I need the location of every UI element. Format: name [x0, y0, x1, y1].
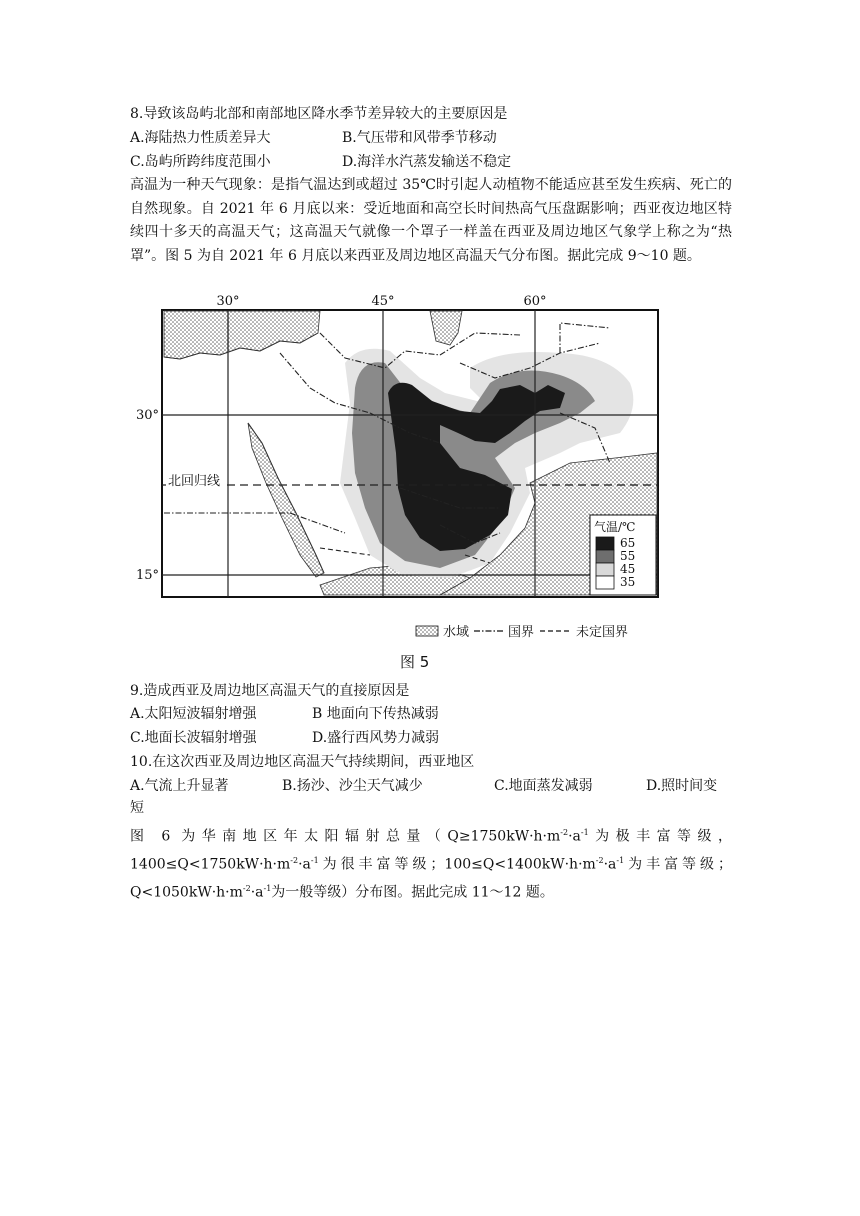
temperature-legend [590, 515, 656, 595]
bottom-legend [416, 624, 628, 640]
legend-undefined-border-label: 未定国界 [576, 625, 629, 640]
intro-paragraph-9-10: 高温为一种天气现象：是指气温达到或超过 35℃时引起人动植物不能适应甚至发生疾病、死亡的自然现象。自 2021 年 6 月底以来：受近地面和高空长时间热高气压盘踞影响；西亚夜边地区特续四十多天的高温天气；这高温天气就像一个罩子一样盖在西亚及周边地区气象学上称之为“热罩”。图 5 为自 2021 年 6 月底以来西亚及周边地区高温天气分布图。据此完成 9～10 题。 [130, 177, 732, 264]
q9-stem: 9.造成西亚及周边地区高温天气的直接原因是 [130, 683, 410, 699]
q10-stem: 10.在这次西亚及周边地区高温天气持续期间，西亚地区 [130, 754, 475, 770]
figure-caption: 图 5 [400, 653, 430, 671]
lat-label-30: 30° [135, 408, 159, 423]
q9-option-d: D.盛行西风势力减弱 [312, 730, 440, 746]
lon-label-60: 60° [523, 294, 547, 309]
legend-swatch-55 [596, 550, 614, 563]
q8-option-d: D.海洋水汽蒸发输送不稳定 [342, 154, 512, 170]
q10-option-d-wrap: 短 [130, 800, 144, 816]
lat-label-15: 15° [135, 568, 159, 583]
q8-option-a: A.海陆热力性质差异大 [130, 130, 271, 146]
legend-swatch-45 [596, 563, 614, 576]
legend-value-45: 45 [620, 562, 636, 576]
q9-option-c: C.地面长波辐射增强 [130, 730, 257, 746]
legend-swatch-35 [596, 576, 614, 589]
q8-stem: 8.导致该岛屿北部和南部地区降水季节差异较大的主要原因是 [130, 106, 508, 122]
legend-value-65: 65 [620, 536, 636, 550]
legend-value-35: 35 [620, 575, 636, 589]
legend-water-label: 水域 [443, 625, 470, 640]
lon-label-30: 30° [216, 294, 240, 309]
q9-option-a: A.太阳短波辐射增强 [130, 706, 257, 722]
q9-option-b: B 地面向下传热减弱 [312, 706, 439, 722]
q10-option-a: A.气流上升显著 [130, 778, 229, 794]
water-swatch [416, 626, 438, 636]
q8-option-b: B.气压带和风带季节移动 [342, 130, 497, 146]
legend-swatch-65 [596, 537, 614, 550]
q10-option-c: C.地面蒸发减弱 [494, 778, 593, 794]
legend-value-55: 55 [620, 549, 636, 563]
lon-label-45: 45° [371, 294, 395, 309]
intro-paragraph-11-12: 图 6 为华南地区年太阳辐射总量（$Q\ge 1750kW\cdot h\cdot m^{-2}\cdot a^{-1}$为极丰富等级，$1400\le Q<1750kW\cdot h\cdot m^{-2}\cdot a^{-1}$为很丰富等级；$100\le Q<1400kW\cdot h\cdot m^{-2}\cdot a^{-1}$为丰富等级；$Q<1050kW\cdot h\cdot m^{-2}\cdot a^{-1}$为一般等级）分布图。据此完成 11～12 题。 [130, 828, 733, 901]
q10-option-b: B.扬沙、沙尘天气减少 [282, 778, 423, 794]
heat-dome-map [135, 293, 670, 640]
q8-option-c: C.岛屿所跨纬度范围小 [130, 154, 271, 170]
tropic-label: 北回归线 [168, 474, 221, 489]
q10-option-d: D.照时间变 [646, 778, 718, 794]
legend-title: 气温/℃ [594, 520, 636, 534]
legend-border-label: 国界 [508, 625, 535, 640]
